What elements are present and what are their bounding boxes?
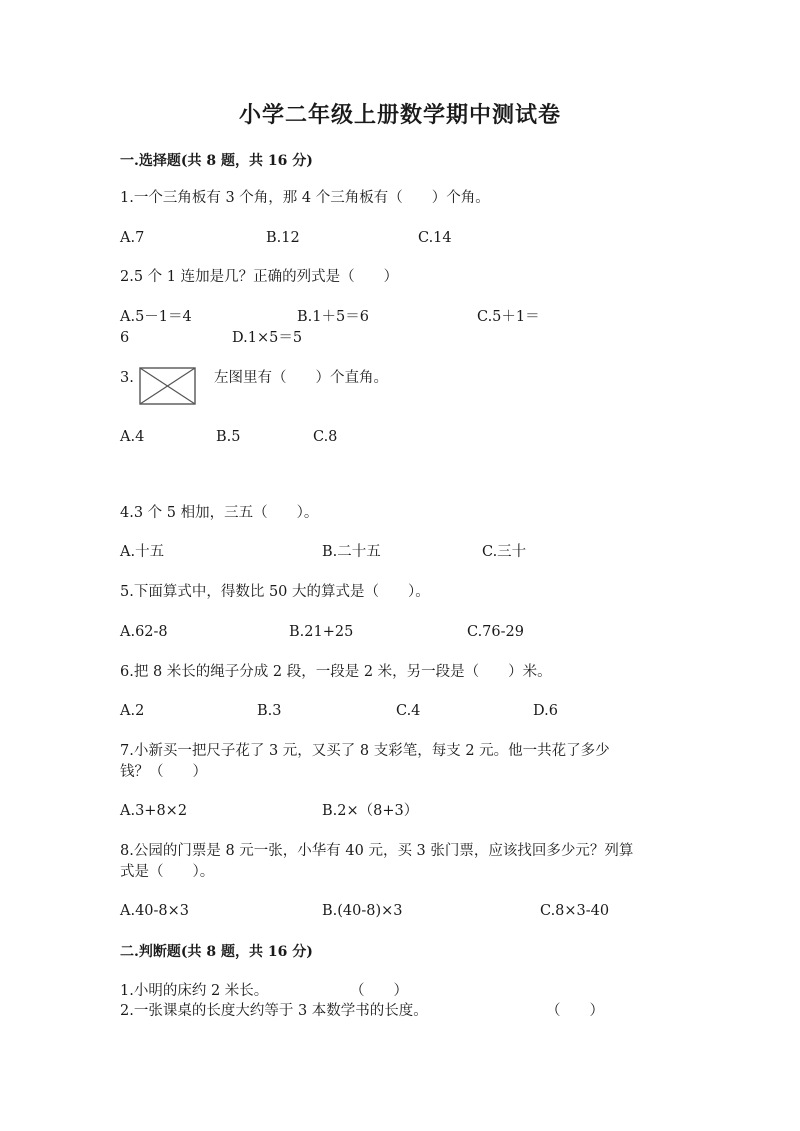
q1-option-c: C.14 (418, 230, 452, 246)
question-6: 6.把 8 米长的绳子分成 2 段，一段是 2 米，另一段是（ ）米。 (120, 664, 552, 680)
q1-option-a: A.7 (120, 230, 145, 246)
q2-option-d: D.1×5＝5 (232, 330, 303, 346)
q7-option-a: A.3+8×2 (120, 803, 188, 819)
q6-option-c: C.4 (396, 703, 421, 719)
q8-option-a: A.40-8×3 (120, 903, 190, 919)
question-7-line-2: 钱？（ ） (120, 764, 207, 780)
q3-option-b: B.5 (216, 429, 241, 445)
q3-option-c: C.8 (313, 429, 338, 445)
envelope-figure (139, 367, 196, 405)
q2-option-c: C.5＋1＝ (477, 309, 540, 325)
section-heading-choice: 一.选择题(共 8 题，共 16 分) (120, 153, 313, 169)
q1-option-b: B.12 (266, 230, 300, 246)
judgement-2-answer-paren: （ ） (546, 1003, 604, 1019)
question-8-line-2: 式是（ ）。 (120, 864, 215, 880)
question-2: 2.5 个 1 连加是几？正确的列式是（ ） (120, 269, 399, 285)
question-3-number: 3. (120, 370, 134, 386)
q6-option-a: A.2 (120, 703, 145, 719)
q4-option-c: C.三十 (482, 544, 527, 560)
q4-option-b: B.二十五 (322, 544, 381, 560)
q8-option-b: B.(40-8)×3 (322, 903, 403, 919)
q2-option-b: B.1＋5＝6 (297, 309, 369, 325)
question-8-line-1: 8.公园的门票是 8 元一张，小华有 40 元，买 3 张门票，应该找回多少元？列算 (120, 843, 634, 859)
section-heading-judgement: 二.判断题(共 8 题，共 16 分) (120, 944, 313, 960)
q8-option-c: C.8×3-40 (540, 903, 610, 919)
q6-option-d: D.6 (533, 703, 558, 719)
question-3: 左图里有（ ）个直角。 (214, 370, 388, 386)
judgement-1: 1.小明的床约 2 米长。 (120, 983, 269, 999)
q5-option-a: A.62-8 (120, 624, 168, 640)
q4-option-a: A.十五 (120, 544, 165, 560)
q2-option-a: A.5－1＝4 (120, 309, 192, 325)
judgement-2: 2.一张课桌的长度大约等于 3 本数学书的长度。 (120, 1003, 428, 1019)
q5-option-b: B.21+25 (289, 624, 354, 640)
page-title: 小学二年级上册数学期中测试卷 (238, 102, 561, 128)
question-5: 5.下面算式中，得数比 50 大的算式是（ ）。 (120, 584, 430, 600)
q6-option-b: B.3 (257, 703, 282, 719)
question-7-line-1: 7.小新买一把尺子花了 3 元，又买了 8 支彩笔，每支 2 元。他一共花了多少 (120, 743, 610, 759)
q2-option-c-continued: 6 (120, 330, 130, 346)
judgement-1-answer-paren: （ ） (350, 983, 408, 999)
question-4: 4.3 个 5 相加，三五（ ）。 (120, 505, 319, 521)
q5-option-c: C.76-29 (467, 624, 524, 640)
q7-option-b: B.2×（8+3） (322, 803, 419, 819)
question-1: 1.一个三角板有 3 个角，那 4 个三角板有（ ）个角。 (120, 190, 490, 206)
q3-option-a: A.4 (120, 429, 145, 445)
